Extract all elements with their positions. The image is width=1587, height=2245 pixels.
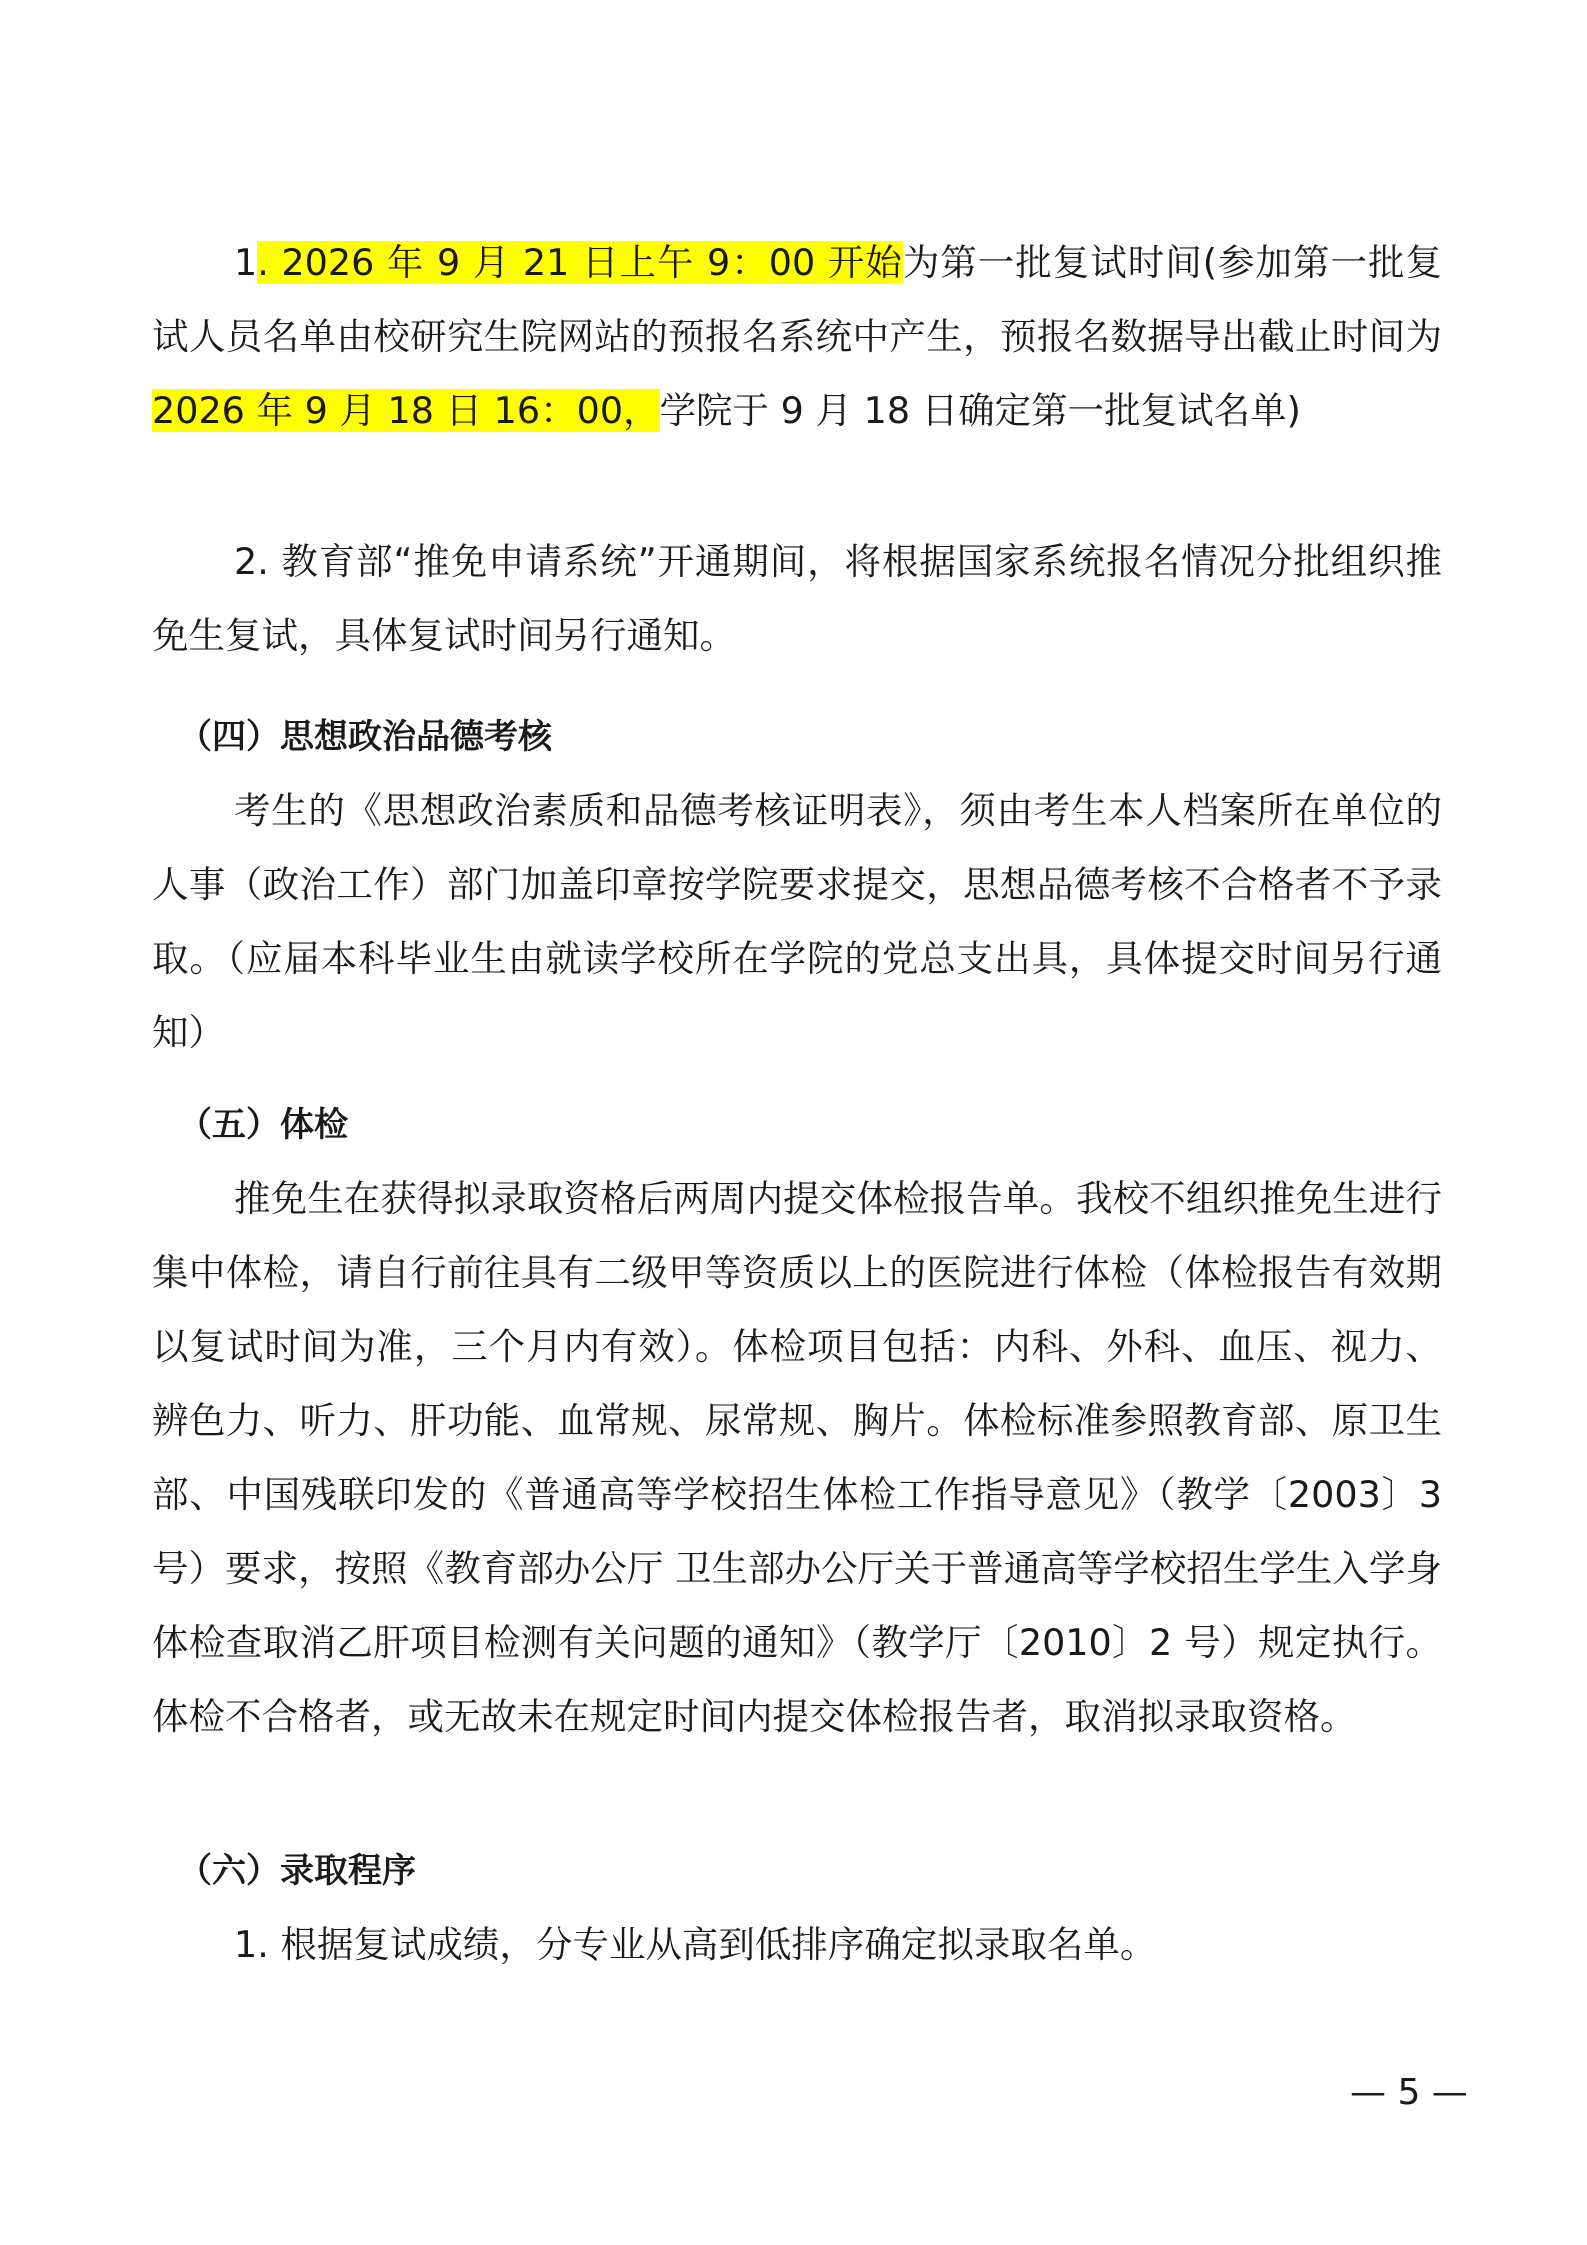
- retest-list-text: 学院于 9 月 18 日确定第一批复试名单): [659, 389, 1301, 432]
- section-heading-admission: （六）录取程序: [178, 1851, 416, 1891]
- paragraph-physical-exam: 推免生在获得拟录取资格后两周内提交体检报告单。我校不组织推免生进行集中体检，请自行前往具有二级甲等资质以上的医院进行体检（体检报告有效期以复试时间为准，三个月内有效）。体检项目包括：内科、外科、血压、视力、辨色力、听力、肝功能、血常规、尿常规、胸片。体检标准参照教育部、原卫生部、中国残联印发的《普通高等学校招生体检工作指导意见》（教学〔2003〕3 号）要求，按照《教育部办公厅 卫生部办公厅关于普通高等学校招生学生入学身体检查取消乙肝项目检测有关问题的通知》（教学厅〔2010〕2 号）规定执行。体检不合格者，或无故未在规定时间内提交体检报告者，取消拟录取资格。: [152, 1177, 1442, 1738]
- page-number: — 5 —: [1350, 2072, 1468, 2113]
- highlighted-deadline: 2026 年 9 月 18 日 16：00，: [152, 389, 660, 432]
- paragraph-retest-time-1: [152, 226, 1442, 448]
- retest-time-text: 为第一批复试时间(参加第一批复试人员名单由校研究生院网站的预报名系统中产生，预报名数据导出截止时间为: [152, 241, 1442, 358]
- item-number: 1: [234, 241, 258, 284]
- paragraph-political-check: 考生的《思想政治素质和品德考核证明表》，须由考生本人档案所在单位的人事（政治工作）部门加盖印章按学院要求提交，思想品德考核不合格者不予录取。（应届本科毕业生由就读学校所在学院的党总支出具，具体提交时间另行通知）: [152, 789, 1442, 1054]
- highlighted-start-time: . 2026 年 9 月 21 日上午 9：00 开始: [257, 241, 903, 284]
- section-heading-political-check: （四）思想政治品德考核: [178, 717, 552, 757]
- section-heading-physical-exam: （五）体检: [178, 1105, 348, 1145]
- paragraph-retest-time-2: 2. 教育部“推免申请系统”开通期间，将根据国家系统报名情况分批组织推免生复试，具体复试时间另行通知。: [152, 540, 1442, 657]
- paragraph-admission-1: 1. 根据复试成绩，分专业从高到低排序确定拟录取名单。: [234, 1923, 1157, 1966]
